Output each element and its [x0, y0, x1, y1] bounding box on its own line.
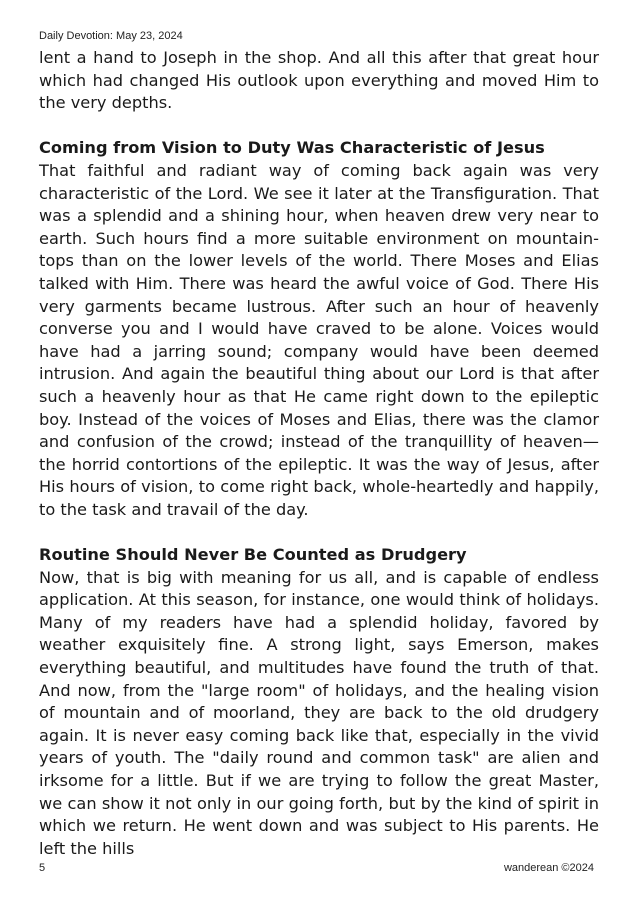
paragraph-gap: [39, 521, 599, 544]
page-number: 5: [39, 862, 46, 874]
section-heading-vision-to-duty: Coming from Vision to Duty Was Characteristic of Jesus: [39, 138, 545, 158]
paragraph-vision-to-duty: That faithful and radiant way of coming back again was very characteristic of the Lord. We see it later at the Transfiguration. That was a splendid and a shining hour, when heaven drew very near to earth. Such hours find a more suitable environment on mountain-tops than on the lower levels of the world. There Moses and Elias talked with Him. There was heard the awful voice of God. There His very garments became lustrous. After such an hour of heavenly converse you and I would have craved to be alone. Voices would have had a jarring sound; company would have been deemed intrusion. And again the beautiful thing about our Lord is that after such a heavenly hour as that He came right down to the epileptic boy. Instead of the voices of Moses and Elias, there was the clamor and confusion of the crowd; instead of the tranquillity of heaven—the horrid contortions of the epileptic. It was the way of Jesus, after His hours of vision, to come right back, whole-heartedly and happily, to the task and travail of the day.: [39, 160, 599, 519]
paragraph-routine: Now, that is big with meaning for us all, and is capable of endless application. At this season, for instance, one would think of holidays. Many of my readers have had a splendid holiday, favored by weather exquisitely fine. A strong light, says Emerson, makes everything beautiful, and multitudes have found the truth of that. And now, from the "large room" of holidays, and the healing vision of mountain and of moorland, they are back to the old drudgery again. It is never easy coming back like that, especially in the vivid years of youth. The "daily round and common task" are alien and irksome for a little. But if we are trying to follow the great Master, we can show it not only in our going forth, but by the kind of spirit in which we return. He went down and was subject to His parents. He left the hills: [39, 567, 599, 858]
paragraph-gap: [39, 115, 599, 138]
document-body: [39, 47, 599, 860]
page-header: Daily Devotion: May 23, 2024: [39, 30, 183, 42]
section-heading-routine: Routine Should Never Be Counted as Drudgery: [39, 545, 467, 565]
copyright-notice: wanderean ©2024: [503, 862, 594, 874]
paragraph-continuation: lent a hand to Joseph in the shop. And all this after that great hour which had changed His outlook upon everything and moved Him to the very depths.: [39, 48, 599, 113]
